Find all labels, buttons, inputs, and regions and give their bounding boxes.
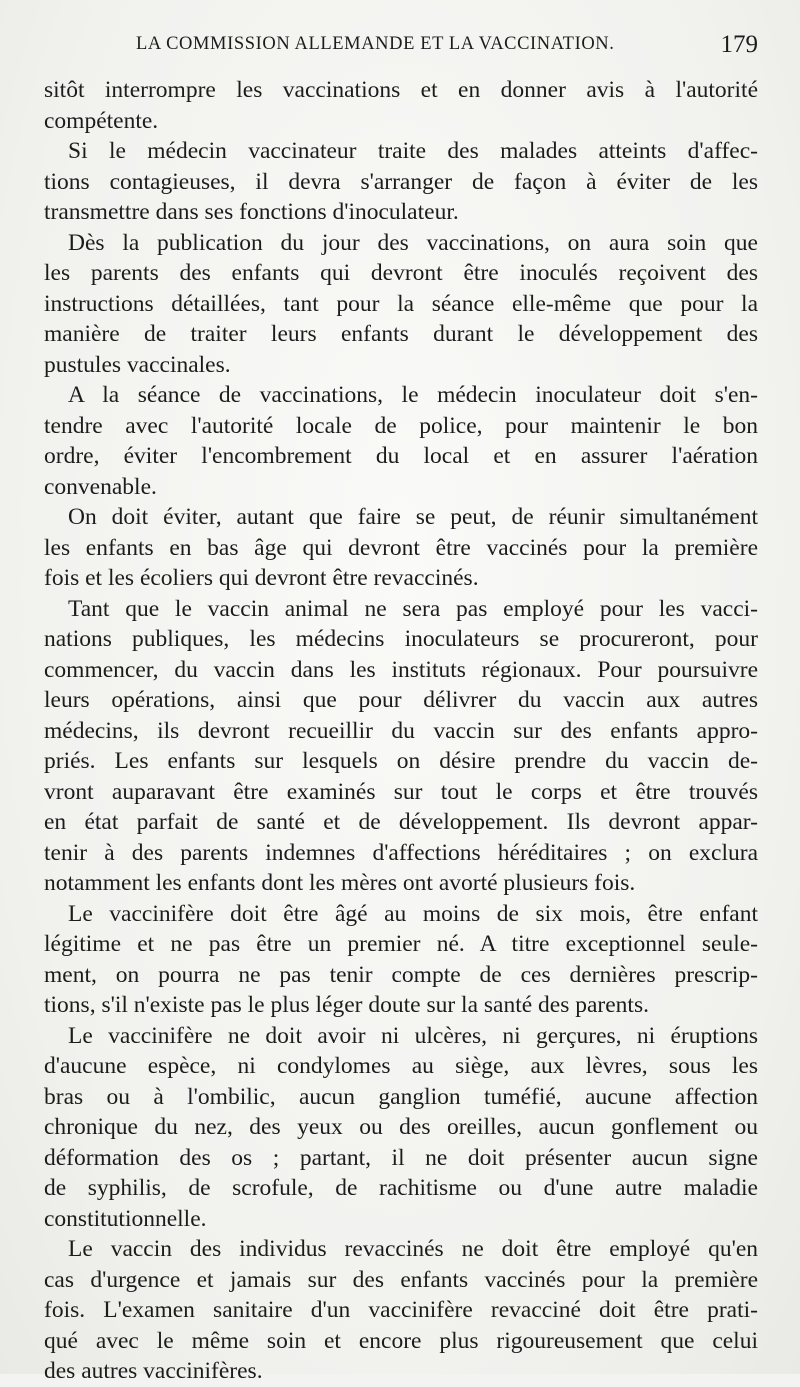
text-line: ment, on pourra ne pas tenir compte de ces dernières prescrip-: [44, 961, 758, 988]
text-line: tenir à des parents indemnes d'affections héréditaires ; on exclura: [44, 839, 758, 866]
text-line: déformation des os ; partant, il ne doit présenter aucun signe: [44, 1144, 758, 1171]
text-line: les parents des enfants qui devront être inoculés reçoivent des: [44, 260, 758, 286]
text-line: d'aucune espèce, ni condylomes au siège, aux lèvres, sous les: [44, 1053, 758, 1079]
text-line: légitime et ne pas être un premier né. A titre exceptionnel seule-: [44, 931, 758, 957]
text-line: des autres vaccinifères.: [44, 1358, 263, 1384]
paragraph: [44, 899, 758, 1021]
text-line: médecins, ils devront recueillir du vaccin sur des enfants appro-: [44, 717, 758, 744]
body-text: [44, 75, 758, 1387]
text-line: commencer, du vaccin dans les instituts régionaux. Pour poursuivre: [44, 656, 758, 683]
text-line: Le vaccinifère doit être âgé au moins de six mois, être enfant: [68, 900, 758, 927]
text-line: les enfants en bas âge qui devront être vaccinés pour la première: [44, 534, 758, 561]
paragraph: [44, 136, 758, 228]
text-line: fois. L'examen sanitaire d'un vaccinifère revacciné doit être prati-: [44, 1297, 758, 1323]
text-line: en état parfait de santé et de développement. Ils devront appar-: [44, 809, 758, 835]
text-line: qué avec le même soin et encore plus rigoureusement que celui: [44, 1327, 758, 1354]
text-line: pustules vaccinales.: [44, 351, 231, 378]
text-line: chronique du nez, des yeux ou des oreilles, aucun gonflement ou: [44, 1114, 758, 1140]
paragraph: [44, 1021, 758, 1235]
text-line: notamment les enfants dont les mères ont avorté plusieurs fois.: [44, 870, 636, 896]
text-line: Si le médecin vaccinateur traite des malades atteints d'affec-: [68, 138, 758, 164]
text-line: priés. Les enfants sur lesquels on désire prendre du vaccin de-: [44, 748, 758, 774]
text-line: ordre, éviter l'encombrement du local et en assurer l'aération: [44, 443, 758, 469]
text-line: A la séance de vaccinations, le médecin inoculateur doit s'en-: [68, 382, 758, 408]
text-line: instructions détaillées, tant pour la séance elle-même que pour la: [44, 290, 758, 317]
text-line: bras ou à l'ombilic, aucun ganglion tuméfié, aucune affection: [44, 1083, 758, 1110]
text-line: leurs opérations, ainsi que pour délivrer du vaccin aux autres: [44, 687, 758, 713]
running-head: LA COMMISSION ALLEMANDE ET LA VACCINATION.: [136, 34, 615, 54]
text-line: tions contagieuses, il devra s'arranger de façon à éviter de les: [44, 168, 758, 195]
text-line: tendre avec l'autorité locale de police, pour maintenir le bon: [44, 412, 758, 439]
text-line: tions, s'il n'existe pas le plus léger doute sur la santé des parents.: [44, 992, 649, 1018]
text-line: Dès la publication du jour des vaccinations, on aura soin que: [68, 229, 758, 256]
text-line: fois et les écoliers qui devront être revaccinés.: [44, 565, 479, 591]
text-line: constitutionnelle.: [44, 1205, 207, 1232]
text-line: de syphilis, de scrofule, de rachitisme ou d'une autre maladie: [44, 1175, 758, 1201]
text-line: manière de traiter leurs enfants durant le développement des: [44, 321, 758, 347]
text-line: nations publiques, les médecins inoculateurs se procureront, pour: [44, 626, 758, 652]
text-line: compétente.: [44, 107, 159, 134]
text-line: Le vaccin des individus revaccinés ne doit être employé qu'en: [68, 1236, 758, 1262]
text-line: transmettre dans ses fonctions d'inoculateur.: [44, 199, 459, 225]
text-line: cas d'urgence et jamais sur des enfants vaccinés pour la première: [44, 1266, 758, 1293]
text-line: Tant que le vaccin animal ne sera pas employé pour les vacci-: [68, 595, 758, 622]
paragraph: [44, 75, 758, 136]
paragraph: [44, 1234, 758, 1387]
text-line: Le vaccinifère ne doit avoir ni ulcères, ni gerçures, ni éruptions: [68, 1022, 758, 1049]
text-line: On doit éviter, autant que faire se peut, de réunir simultanément: [68, 504, 758, 530]
page-header: [44, 32, 758, 64]
paragraph: [44, 502, 758, 594]
paragraph: [44, 380, 758, 502]
text-line: sitôt interrompre les vaccinations et en donner avis à l'autorité: [44, 77, 758, 103]
text-line: convenable.: [44, 473, 157, 500]
page-number: 179: [720, 31, 758, 58]
text-line: vront auparavant être examinés sur tout le corps et être trouvés: [44, 778, 758, 805]
paragraph: [44, 228, 758, 381]
paragraph: [44, 594, 758, 899]
